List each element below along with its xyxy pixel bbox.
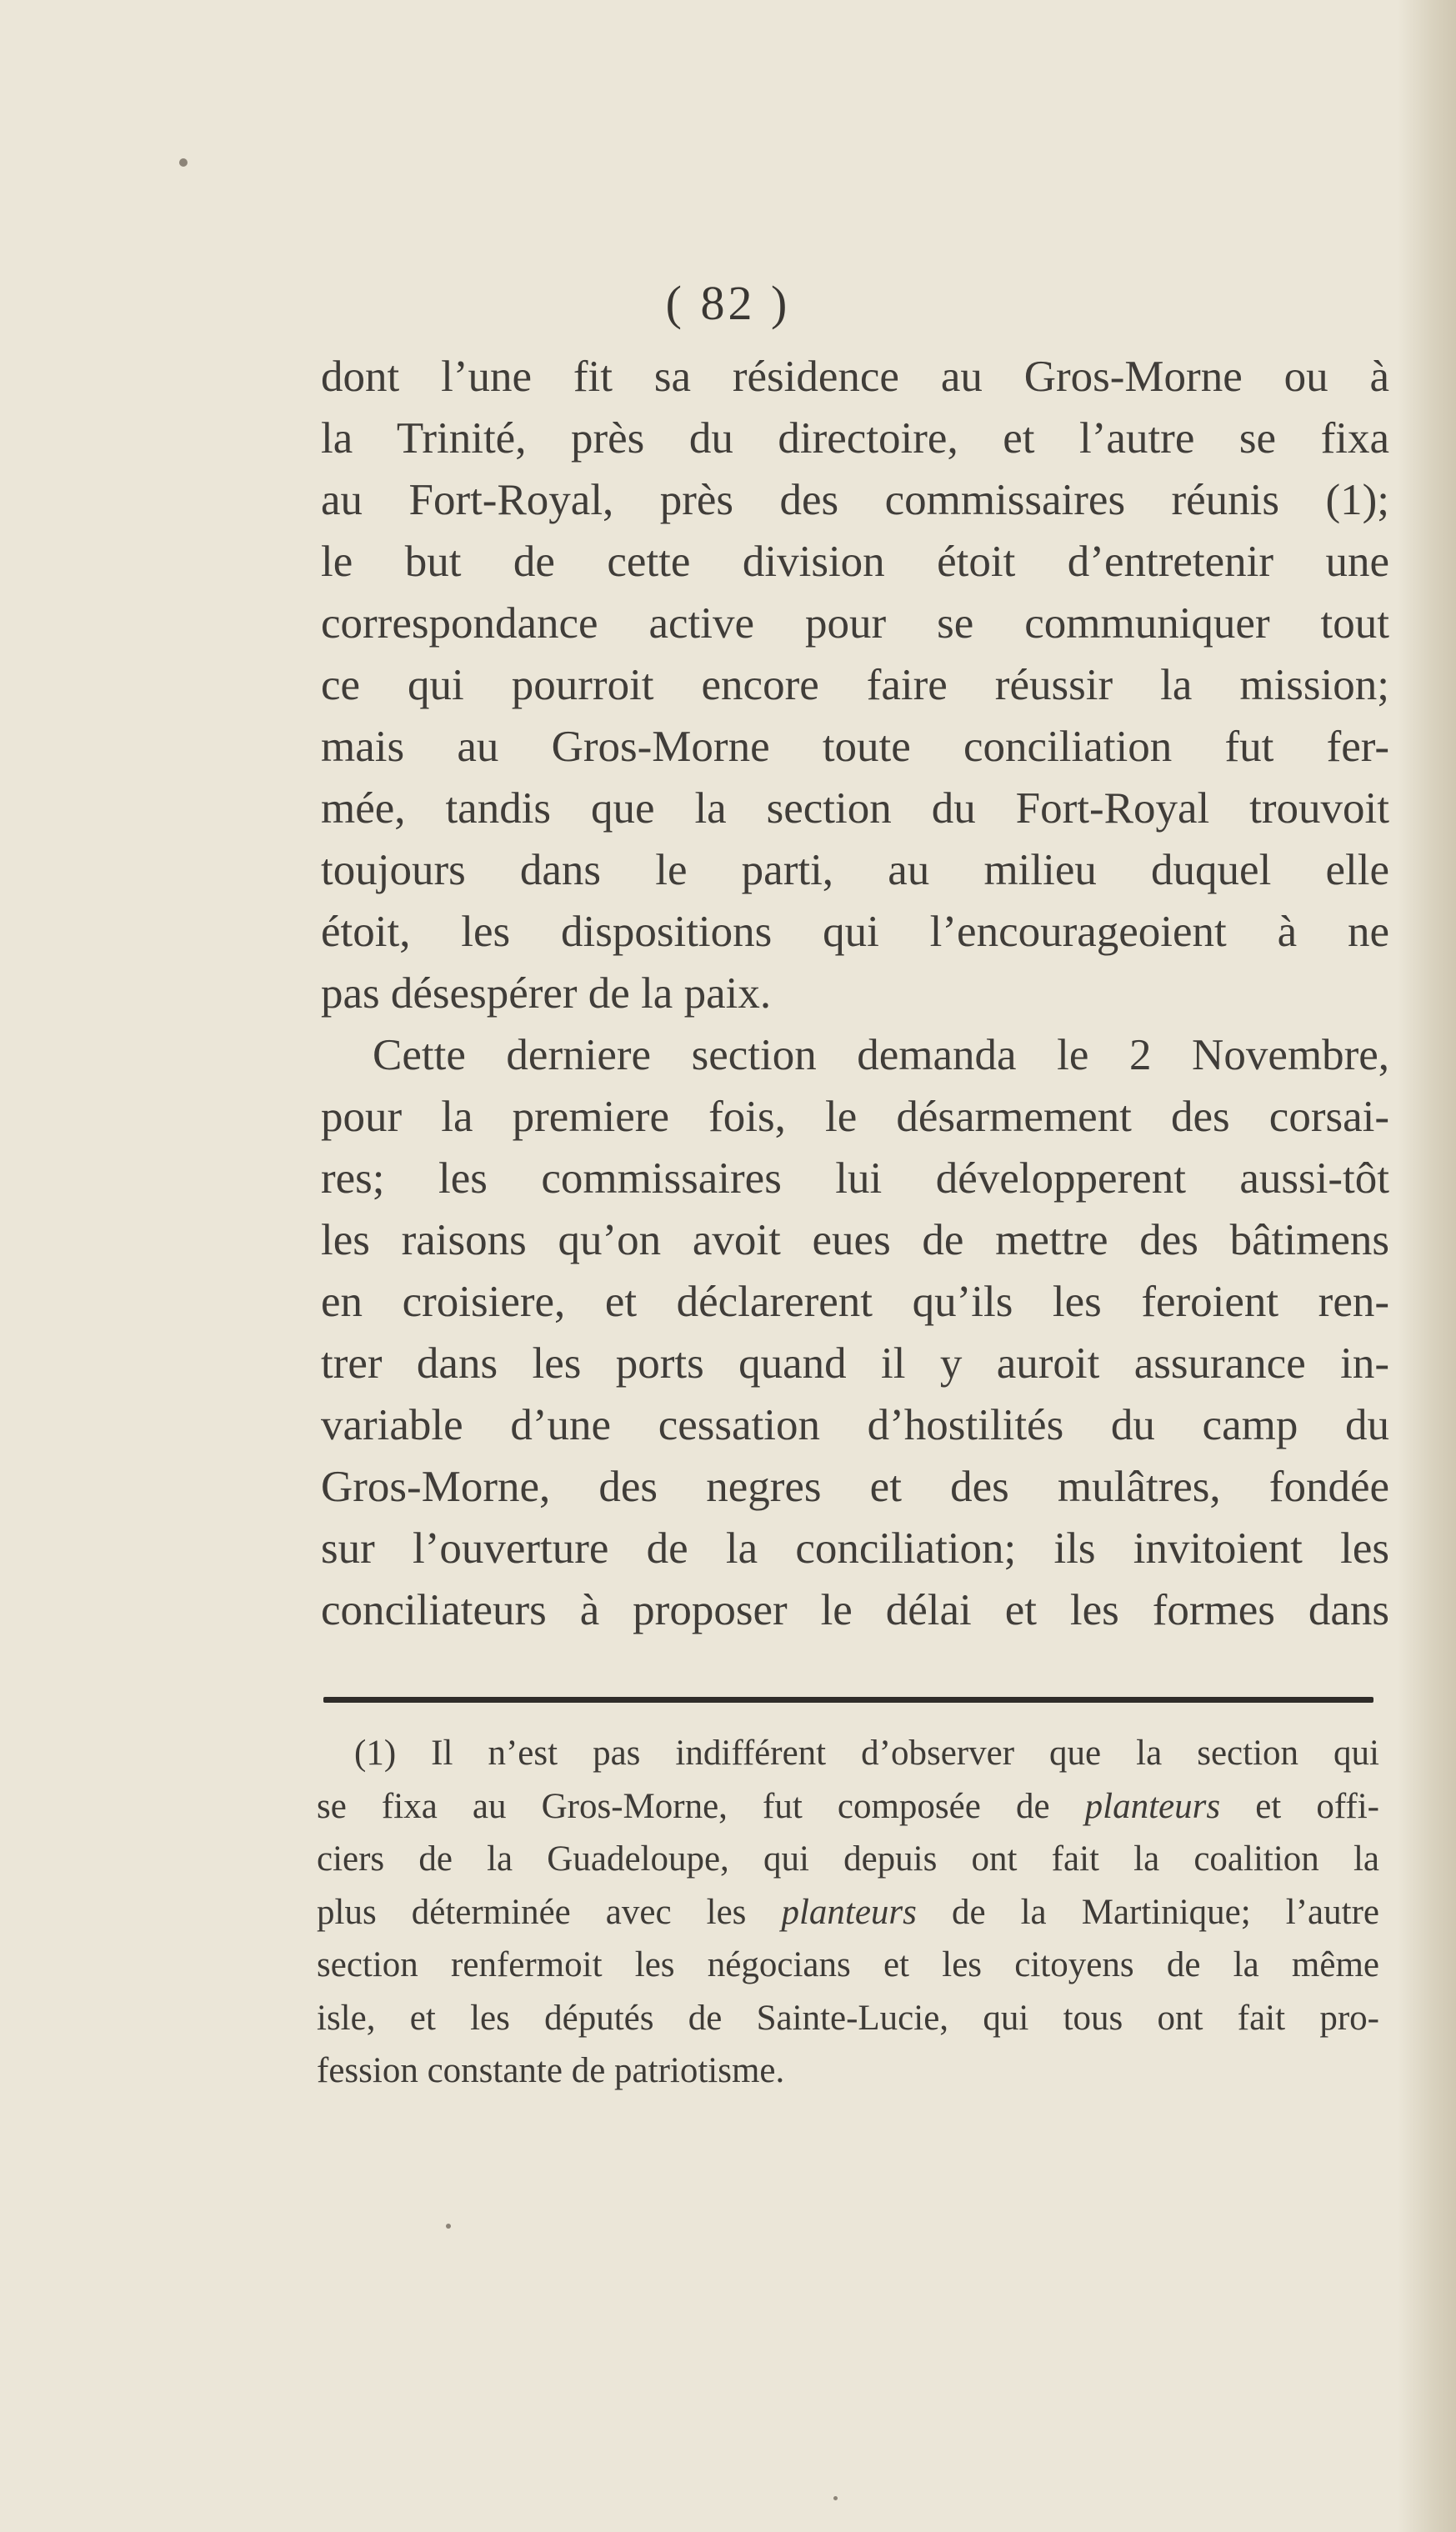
footnote-line [317,1886,1379,1939]
body-line: variable d’une cessation d’hostilités du camp du [321,1401,1389,1449]
body-line: ce qui pourroit encore faire réussir la mission; [321,661,1389,709]
body-line: le but de cette division étoit d’entretenir une [321,538,1389,586]
body-line: dont l’une fit sa résidence au Gros-Morne ou à [321,353,1389,401]
footnote-line: section renfermoit les négocians et les citoyens de la même [317,1945,1379,1984]
paper-speck [179,158,188,167]
body-line: conciliateurs à proposer le délai et les formes dans [321,1586,1389,1634]
footnote [317,1727,1379,2098]
body-line: les raisons qu’on avoit eues de mettre des bâtimens [321,1216,1389,1264]
page-number: ( 82 ) [665,276,791,330]
body-line: res; les commissaires lui développerent aussi-tôt [321,1154,1389,1203]
footnote-text: de la Martinique; l’autre [916,1892,1379,1932]
paper-speck [833,2496,838,2500]
body-line: en croisiere, et déclarerent qu’ils les feroient ren- [321,1278,1389,1326]
body-line: pour la premiere fois, le désarmement des corsai- [321,1093,1389,1141]
body-line: toujours dans le parti, au milieu duquel elle [321,846,1389,894]
footnote-line: isle, et les députés de Sainte-Lucie, qui tous ont fait pro- [317,1998,1379,2038]
body-line: trer dans les ports quand il y auroit assurance in- [321,1339,1389,1388]
footnote-line: fession constante de patriotisme. [317,2051,785,2090]
footnote-text: se fixa au Gros-Morne, fut composée de [317,1786,1085,1826]
body-line: au Fort-Royal, près des commissaires réunis (1); [321,476,1389,524]
footnote-italic-term: planteurs [1084,1786,1221,1826]
footnote-text: plus déterminée avec les [317,1892,782,1932]
body-text [321,346,1389,1641]
footnote-rule [323,1697,1373,1703]
footnote-line: (1) Il n’est pas indifférent d’observer que la section qui [354,1734,1379,1773]
footnote-line: ciers de la Guadeloupe, qui depuis ont fait la coalition la [317,1839,1379,1879]
paragraph-end-line: pas désespérer de la paix. [321,969,772,1018]
paragraph-start-line: Cette derniere section demanda le 2 Novembre, [373,1031,1389,1079]
body-line: mée, tandis que la section du Fort-Royal trouvoit [321,784,1389,833]
footnote-italic-term: planteurs [781,1892,917,1932]
page-edge-shadow [1398,0,1456,2532]
footnote-text: et offi- [1220,1786,1379,1826]
body-line: sur l’ouverture de la conciliation; ils invitoient les [321,1524,1389,1573]
body-line: Gros-Morne, des negres et des mulâtres, fondée [321,1463,1389,1511]
footnote-line [317,1780,1379,1834]
paper-speck [446,2224,451,2229]
body-line: étoit, les dispositions qui l’encourageoient à ne [321,908,1389,956]
body-line: la Trinité, près du directoire, et l’autre se fixa [321,414,1389,463]
body-line: correspondance active pour se communiquer tout [321,599,1389,648]
body-line: mais au Gros-Morne toute conciliation fut fer- [321,723,1389,771]
